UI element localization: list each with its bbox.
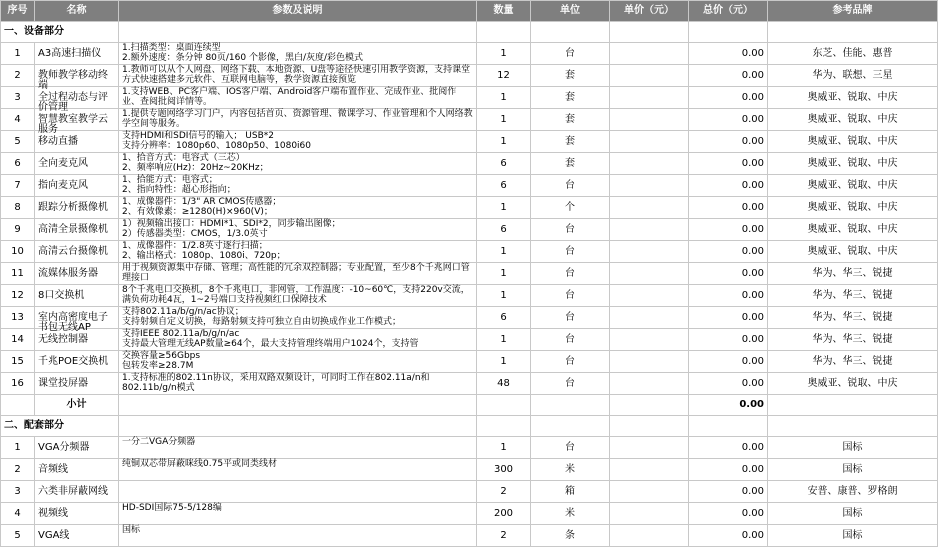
name-text: 教师教学移动终端 (38, 69, 108, 91)
subtotal-row (1, 395, 938, 416)
cell-qty[interactable]: 1 (477, 43, 531, 65)
cell-no[interactable]: 5 (1, 131, 35, 153)
cell-no[interactable]: 7 (1, 175, 35, 197)
name-text: 8口交换机 (38, 289, 85, 301)
cell-brand[interactable]: 国标 (768, 525, 938, 547)
cell-qty[interactable]: 2 (477, 481, 531, 503)
desc-text: 支持HDMI和SDI信号的输入； USB*2 支持分辨率：1080p60、1080p50、1080i60 (122, 131, 311, 151)
cell-unit[interactable]: 套 (531, 65, 610, 87)
desc-text: 用于视频资源集中存储、管理；高性能的冗余双控制器；专业配置，至少8个千兆网口管理接口 (122, 263, 470, 283)
cell-name[interactable] (35, 351, 119, 373)
cell-name[interactable] (35, 219, 119, 241)
section-title[interactable]: 二、配套部分 (1, 416, 119, 437)
cell-price[interactable] (610, 525, 689, 547)
cell-total[interactable]: 0.00 (689, 329, 768, 351)
cell-total[interactable]: 0.00 (689, 351, 768, 373)
cell-unit[interactable]: 台 (531, 307, 610, 329)
table-row (1, 459, 938, 481)
table-row (1, 503, 938, 525)
cell-no[interactable]: 16 (1, 373, 35, 395)
table-row (1, 329, 938, 351)
cell-name[interactable] (35, 525, 119, 547)
cell-price[interactable] (610, 241, 689, 263)
name-text: VGA线 (38, 529, 70, 541)
cell-total[interactable]: 0.00 (689, 153, 768, 175)
table-row (1, 285, 938, 307)
cell-desc[interactable] (119, 109, 477, 131)
cell-brand[interactable]: 华为、华三、锐捷 (768, 329, 938, 351)
name-text: 全向麦克风 (38, 157, 88, 169)
cell-total[interactable]: 0.00 (689, 219, 768, 241)
cell-total[interactable]: 0.00 (689, 459, 768, 481)
cell-qty[interactable]: 1 (477, 131, 531, 153)
table-row (1, 153, 938, 175)
desc-text: 1.提供专题网络学习门户，内容包括首页、资源管理、微课学习、作业管理和个人网络教学空间等服务。 (122, 109, 473, 129)
header-total[interactable]: 总价（元） (689, 1, 768, 22)
cell-total[interactable]: 0.00 (689, 307, 768, 329)
cell-brand[interactable]: 华为、华三、锐捷 (768, 351, 938, 373)
name-text: 室内高密度电子书包无线AP (38, 311, 108, 333)
cell-no[interactable]: 15 (1, 351, 35, 373)
cell-price[interactable] (610, 65, 689, 87)
cell-desc[interactable] (119, 437, 477, 459)
cell-price[interactable] (610, 87, 689, 109)
desc-text: 1）视频输出接口：HDMI*1、SDI*2，同步输出图像； 2）传感器类型：CMOS，1/3.0英寸 (122, 219, 341, 239)
cell-desc[interactable] (119, 351, 477, 373)
cell-no[interactable]: 4 (1, 109, 35, 131)
table-row (1, 525, 938, 547)
cell-price[interactable] (610, 459, 689, 481)
header-unit[interactable]: 单位 (531, 1, 610, 22)
cell-qty[interactable]: 1 (477, 285, 531, 307)
cell-price[interactable] (610, 481, 689, 503)
cell-total[interactable]: 0.00 (689, 437, 768, 459)
cell-unit[interactable]: 台 (531, 175, 610, 197)
cell-brand[interactable]: 华为、华三、锐捷 (768, 307, 938, 329)
cell-desc[interactable] (119, 373, 477, 395)
table-row (1, 87, 938, 109)
cell-total[interactable]: 0.00 (689, 87, 768, 109)
cell-qty[interactable]: 48 (477, 373, 531, 395)
cell-desc[interactable] (119, 219, 477, 241)
cell-brand[interactable]: 国标 (768, 503, 938, 525)
cell-brand[interactable]: 奥威亚、锐取、中庆 (768, 153, 938, 175)
cell-desc[interactable] (119, 153, 477, 175)
cell-unit[interactable]: 套 (531, 87, 610, 109)
desc-text: 支持802.11a/b/g/n/ac协议； 支持射频自定义切换，每路射频支持可独立自由切换成作业工作模式； (122, 307, 402, 327)
cell-brand[interactable]: 奥威亚、锐取、中庆 (768, 241, 938, 263)
cell-qty[interactable]: 1 (477, 87, 531, 109)
desc-text: 一分二VGA分频器 (122, 437, 196, 447)
name-text: 课堂投屏器 (38, 377, 88, 389)
cell-brand[interactable]: 奥威亚、锐取、中庆 (768, 131, 938, 153)
name-text: 流媒体服务器 (38, 267, 98, 279)
cell-unit[interactable]: 米 (531, 459, 610, 481)
cell-desc[interactable] (119, 263, 477, 285)
cell-desc[interactable] (119, 481, 477, 503)
cell-unit[interactable]: 箱 (531, 481, 610, 503)
table-row (1, 351, 938, 373)
table-row (1, 219, 938, 241)
cell-qty[interactable]: 1 (477, 263, 531, 285)
cell-no[interactable]: 8 (1, 197, 35, 219)
cell-qty[interactable]: 6 (477, 307, 531, 329)
cell-no[interactable]: 1 (1, 437, 35, 459)
cell-brand[interactable]: 华为、联想、三星 (768, 65, 938, 87)
cell-desc[interactable] (119, 43, 477, 65)
table-row (1, 263, 938, 285)
name-text: 智慧教室教学云服务 (38, 113, 108, 135)
cell-price[interactable] (610, 437, 689, 459)
cell-brand[interactable]: 奥威亚、锐取、中庆 (768, 109, 938, 131)
cell-brand[interactable]: 华为、华三、锐捷 (768, 263, 938, 285)
table-row (1, 131, 938, 153)
cell-desc[interactable] (119, 65, 477, 87)
cell-no[interactable]: 2 (1, 459, 35, 481)
cell-qty[interactable]: 1 (477, 109, 531, 131)
cell-name[interactable] (35, 263, 119, 285)
desc-text: 纯铜双芯带屏蔽咪线0.75平或同类线材 (122, 459, 278, 469)
cell-name[interactable] (35, 503, 119, 525)
table-row (1, 175, 938, 197)
name-text: 音频线 (38, 463, 68, 475)
cell-desc[interactable] (119, 459, 477, 481)
cell-name[interactable] (35, 437, 119, 459)
cell-total[interactable]: 0.00 (689, 481, 768, 503)
desc-text (122, 482, 473, 500)
cell-total[interactable]: 0.00 (689, 525, 768, 547)
cell-name[interactable] (35, 153, 119, 175)
cell-unit[interactable]: 米 (531, 503, 610, 525)
cell-price[interactable] (610, 373, 689, 395)
cell-no[interactable]: 3 (1, 481, 35, 503)
table-row (1, 241, 938, 263)
header-brand[interactable]: 参考品牌 (768, 1, 938, 22)
header-qty[interactable]: 数量 (477, 1, 531, 22)
table-row (1, 43, 938, 65)
cell-no[interactable]: 3 (1, 87, 35, 109)
cell-no[interactable]: 11 (1, 263, 35, 285)
cell-desc[interactable] (119, 285, 477, 307)
cell-price[interactable] (610, 109, 689, 131)
table-row (1, 197, 938, 219)
subtotal-label[interactable]: 小计 (35, 395, 119, 416)
cell-unit[interactable]: 套 (531, 109, 610, 131)
cell-name[interactable] (35, 241, 119, 263)
cell-total[interactable]: 0.00 (689, 373, 768, 395)
desc-text: 国标 (122, 525, 141, 535)
cell-qty[interactable]: 2 (477, 525, 531, 547)
cell-total[interactable]: 0.00 (689, 197, 768, 219)
cell-qty[interactable]: 12 (477, 65, 531, 87)
name-text: 高清全景摄像机 (38, 223, 108, 235)
cell-brand[interactable]: 奥威亚、锐取、中庆 (768, 373, 938, 395)
cell-price[interactable] (610, 307, 689, 329)
cell-desc[interactable] (119, 329, 477, 351)
cell-price[interactable] (610, 175, 689, 197)
cell-qty[interactable]: 1 (477, 437, 531, 459)
section-title[interactable]: 一、设备部分 (1, 22, 119, 43)
cell-brand[interactable]: 奥威亚、锐取、中庆 (768, 197, 938, 219)
name-text: 指向麦克风 (38, 179, 88, 191)
header-desc[interactable]: 参数及说明 (119, 1, 477, 22)
name-text: VGA分频器 (38, 441, 90, 453)
table-row (1, 481, 938, 503)
cell-desc[interactable] (119, 175, 477, 197)
name-text: 六类非屏蔽网线 (38, 485, 108, 497)
header-name[interactable]: 名称 (35, 1, 119, 22)
desc-text: 1、拾音方式：电容式（三芯） 2、频率响应(Hz)：20Hz~20KHz； (122, 153, 269, 173)
name-text: 跟踪分析摄像机 (38, 201, 108, 213)
cell-qty[interactable]: 1 (477, 241, 531, 263)
cell-no[interactable]: 14 (1, 329, 35, 351)
header-price[interactable]: 单价（元） (610, 1, 689, 22)
cell-total[interactable]: 0.00 (689, 109, 768, 131)
cell-total[interactable]: 0.00 (689, 65, 768, 87)
cell-price[interactable] (610, 197, 689, 219)
cell-brand[interactable]: 奥威亚、锐取、中庆 (768, 219, 938, 241)
desc-text: 1、拾能方式：电容式； 2、指向特性：超心形指向； (122, 175, 236, 195)
section-row-accessories (1, 416, 938, 437)
cell-qty[interactable]: 6 (477, 153, 531, 175)
cell-total[interactable]: 0.00 (689, 241, 768, 263)
desc-text: 1.教师可以从个人网盘、网络下载、本地资源、U盘等途径快速引用教学资源，支持课堂方式快速搭建多元软件、互联网电脑等，教学资源直接预览 (122, 65, 471, 85)
table-row (1, 65, 938, 87)
cell-total[interactable]: 0.00 (689, 285, 768, 307)
cell-no[interactable]: 12 (1, 285, 35, 307)
cell-name[interactable] (35, 65, 119, 91)
cell-price[interactable] (610, 329, 689, 351)
cell-no[interactable]: 5 (1, 525, 35, 547)
cell-unit[interactable]: 条 (531, 525, 610, 547)
name-text: 无线控制器 (38, 333, 88, 345)
cell-total[interactable]: 0.00 (689, 503, 768, 525)
cell-price[interactable] (610, 263, 689, 285)
cell-desc[interactable] (119, 131, 477, 153)
table-row (1, 109, 938, 131)
cell-price[interactable] (610, 285, 689, 307)
cell-desc[interactable] (119, 197, 477, 219)
cell-brand[interactable]: 安普、康普、罗格朗 (768, 481, 938, 503)
cell-name[interactable] (35, 481, 119, 503)
name-text: 移动直播 (38, 135, 78, 147)
name-text: 全过程动态与评价管理 (38, 91, 108, 113)
cell-qty[interactable]: 6 (477, 175, 531, 197)
desc-text: HD-SDI国际75-5/128编 (122, 503, 222, 513)
cell-qty[interactable]: 1 (477, 351, 531, 373)
cell-price[interactable] (610, 219, 689, 241)
cell-name[interactable] (35, 197, 119, 219)
cell-price[interactable] (610, 503, 689, 525)
cell-unit[interactable]: 套 (531, 153, 610, 175)
desc-text: 交换容量≥56Gbps 包转发率≥28.7M (122, 351, 201, 371)
cell-unit[interactable]: 台 (531, 373, 610, 395)
cell-name[interactable] (35, 285, 119, 307)
cell-desc[interactable] (119, 307, 477, 329)
cell-total[interactable]: 0.00 (689, 131, 768, 153)
cell-qty[interactable]: 1 (477, 329, 531, 351)
subtotal-value[interactable]: 0.00 (689, 395, 768, 416)
cell-brand[interactable]: 奥威亚、锐取、中庆 (768, 175, 938, 197)
cell-total[interactable]: 0.00 (689, 263, 768, 285)
cell-qty[interactable]: 200 (477, 503, 531, 525)
cell-no[interactable]: 6 (1, 153, 35, 175)
cell-price[interactable] (610, 351, 689, 373)
cell-unit[interactable]: 台 (531, 329, 610, 351)
name-text: 高清云台摄像机 (38, 245, 108, 257)
cell-no[interactable]: 13 (1, 307, 35, 329)
cell-unit[interactable]: 台 (531, 351, 610, 373)
cell-brand[interactable]: 国标 (768, 437, 938, 459)
cell-brand[interactable]: 东芝、佳能、惠普 (768, 43, 938, 65)
cell-desc[interactable] (119, 241, 477, 263)
cell-unit[interactable]: 套 (531, 131, 610, 153)
cell-no[interactable]: 9 (1, 219, 35, 241)
cell-name[interactable] (35, 307, 119, 333)
name-text: 千兆POE交换机 (38, 355, 109, 367)
name-text: 视频线 (38, 507, 68, 519)
cell-qty[interactable]: 300 (477, 459, 531, 481)
desc-text: 1.支持WEB、PC客户端、IOS客户端、Android客户端布置作业、完成作业、批阅作业、查阅批阅详情等。 (122, 87, 457, 107)
cell-name[interactable] (35, 43, 119, 65)
cell-unit[interactable]: 台 (531, 285, 610, 307)
cell-name[interactable] (35, 373, 119, 395)
table-row (1, 437, 938, 459)
cell-total[interactable]: 0.00 (689, 43, 768, 65)
desc-text: 1、成像器件：1/2.8英寸逐行扫描； 2、输出格式：1080p、1080i、720p； (122, 241, 286, 261)
table-row (1, 373, 938, 395)
cell-no[interactable]: 2 (1, 65, 35, 87)
cell-total[interactable]: 0.00 (689, 175, 768, 197)
header-row (1, 1, 938, 22)
desc-text: 1.支持标准的802.11n协议，采用双路双频设计，可同时工作在802.11a/n和802.11b/g/n模式 (122, 373, 430, 393)
cell-name[interactable] (35, 459, 119, 481)
cell-no[interactable]: 10 (1, 241, 35, 263)
cell-price[interactable] (610, 131, 689, 153)
cell-desc[interactable] (119, 525, 477, 547)
cell-unit[interactable]: 台 (531, 263, 610, 285)
section-row-equipment (1, 22, 938, 43)
cell-price[interactable] (610, 43, 689, 65)
cell-desc[interactable] (119, 87, 477, 109)
cell-unit[interactable]: 台 (531, 437, 610, 459)
cell-no[interactable]: 1 (1, 43, 35, 65)
cell-unit[interactable]: 台 (531, 241, 610, 263)
cell-name[interactable] (35, 175, 119, 197)
cell-brand[interactable]: 华为、华三、锐捷 (768, 285, 938, 307)
desc-text: 1、成像器件：1/3" AR CMOS传感器； 2、有效像素：≥1280(H)×960(V)； (122, 197, 282, 217)
header-no[interactable]: 序号 (1, 1, 35, 22)
desc-text: 8个千兆电口交换机，8个千兆电口，非网管，工作温度：-10~60℃，支持220v交流，满负荷功耗4瓦，1~2号端口支持视频红口保障技术 (122, 285, 470, 305)
cell-unit[interactable]: 台 (531, 219, 610, 241)
cell-brand[interactable]: 奥威亚、锐取、中庆 (768, 87, 938, 109)
cell-brand[interactable]: 国标 (768, 459, 938, 481)
desc-text: 支持IEEE 802.11a/b/g/n/ac 支持最大管理无线AP数量≥64个，最大支持管理终端用户1024个，支持管 (122, 329, 419, 349)
name-text: A3高速扫描仪 (38, 47, 102, 59)
cell-qty[interactable]: 6 (477, 219, 531, 241)
desc-text: 1.扫描类型：桌面连续型 2.额外速度：条分钟 80页/160 个影像，黑白/灰度/彩色模式 (122, 43, 364, 63)
cell-no[interactable]: 4 (1, 503, 35, 525)
cell-unit[interactable]: 个 (531, 197, 610, 219)
table-row (1, 307, 938, 329)
cell-unit[interactable]: 台 (531, 43, 610, 65)
cell-price[interactable] (610, 153, 689, 175)
cell-desc[interactable] (119, 503, 477, 525)
cell-qty[interactable]: 1 (477, 197, 531, 219)
